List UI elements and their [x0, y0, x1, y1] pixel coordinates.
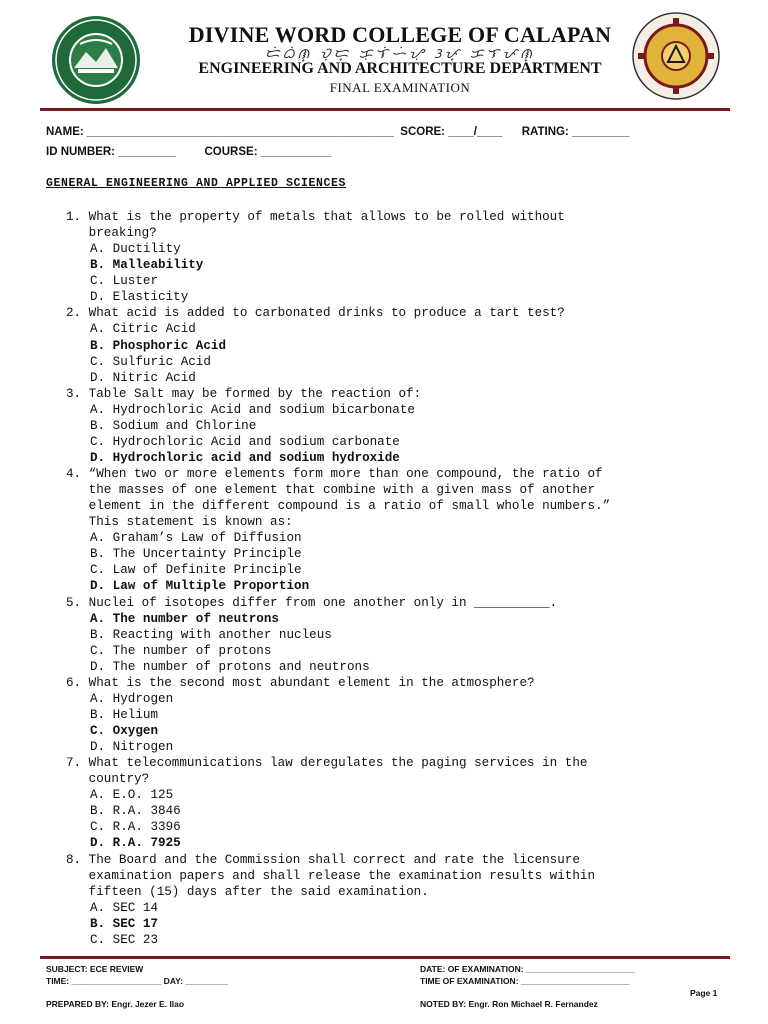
- footer-subject: SUBJECT: ECE REVIEW: [46, 964, 144, 974]
- college-seal-icon: [50, 14, 142, 106]
- question-item: [66, 755, 716, 851]
- answer-choice-correct: D. Law of Multiple Proportion: [90, 579, 310, 594]
- question-item: [66, 595, 716, 675]
- question-text-line: This statement is known as:: [66, 515, 293, 530]
- answer-choice: B. Reacting with another nucleus: [90, 627, 332, 642]
- answer-choice-correct: D. R.A. 7925: [90, 836, 181, 851]
- baybayin-script-line: ᜇᜒᜊᜒᜈ᜔ ᜏᜓᜇ᜔ ᜃᜓᜎᜒᜑᜒᜌᜓ ᜂᜉ᜔ ᜃᜎᜉᜈ᜔: [264, 46, 536, 62]
- question-text-line: 2. What acid is added to carbonated drinks to produce a tart test?: [66, 306, 565, 321]
- header-divider: [40, 108, 730, 111]
- college-name: DIVINE WORD COLLEGE OF CALAPAN: [188, 22, 612, 47]
- question-text-line: country?: [66, 772, 150, 787]
- student-info-row-1: NAME: ________________________________________________ SCORE: ____/____ RATING: _________: [46, 126, 630, 138]
- answer-choice: D. Nitric Acid: [90, 370, 196, 385]
- question-text-line: the masses of one element that combine with a given mass of another: [66, 483, 596, 498]
- answer-choice-correct: B. Malleability: [90, 258, 204, 273]
- answer-choice: C. R.A. 3396: [90, 820, 181, 835]
- answer-choice: A. Citric Acid: [90, 322, 196, 337]
- student-info-row-2: ID NUMBER: _________ COURSE: ___________: [46, 146, 332, 158]
- answer-choice-correct: B. SEC 17: [90, 916, 159, 931]
- question-text-line: 5. Nuclei of isotopes differ from one another only in __________.: [66, 595, 558, 610]
- question-text-line: 8. The Board and the Commission shall correct and rate the licensure: [66, 852, 580, 867]
- question-text-line: examination papers and shall release the examination results within: [66, 868, 596, 883]
- answer-choice: A. Hydrogen: [90, 691, 174, 706]
- answer-choice-correct: D. Hydrochloric acid and sodium hydroxide: [90, 450, 400, 465]
- answer-choice: B. The Uncertainty Principle: [90, 547, 302, 562]
- answer-choice: D. The number of protons and neutrons: [90, 659, 370, 674]
- question-text-line: 7. What telecommunications law deregulates the paging services in the: [66, 756, 588, 771]
- question-text-line: 4. “When two or more elements form more than one compound, the ratio of: [66, 467, 603, 481]
- question-item: [66, 675, 716, 755]
- noted-by: NOTED BY: Engr. Ron Michael R. Fernandez: [420, 999, 598, 1009]
- answer-choice: A. Graham’s Law of Diffusion: [90, 531, 302, 546]
- prepared-by: PREPARED BY: Engr. Jezer E. Ilao: [46, 999, 185, 1009]
- question-item: [66, 386, 716, 466]
- answer-choice: A. Hydrochloric Acid and sodium bicarbonate: [90, 402, 415, 417]
- exam-title: FINAL EXAMINATION: [329, 80, 471, 95]
- answer-choice: D. Nitrogen: [90, 740, 174, 755]
- answer-choice: C. The number of protons: [90, 643, 272, 658]
- question-text-line: 1. What is the property of metals that allows to be rolled without: [66, 210, 565, 224]
- page-number: Page 1: [690, 988, 718, 998]
- question-item: [66, 209, 716, 305]
- answer-choice-correct: B. Phosphoric Acid: [90, 338, 227, 353]
- answer-choice: A. Ductility: [90, 242, 181, 257]
- answer-choice: C. Law of Definite Principle: [90, 563, 302, 578]
- answer-choice-correct: A. The number of neutrons: [90, 611, 279, 626]
- question-item: [66, 852, 716, 948]
- answer-choice: D. Elasticity: [90, 290, 189, 305]
- question-text-line: element in the different compound is a ratio of small whole numbers.”: [66, 499, 611, 514]
- section-title: GENERAL ENGINEERING AND APPLIED SCIENCES: [46, 177, 347, 190]
- question-text-line: breaking?: [66, 226, 157, 241]
- footer-time-day: TIME: ___________________ DAY: _________: [46, 976, 228, 986]
- question-item: [66, 305, 716, 385]
- question-text-line: fifteen (15) days after the said examination.: [66, 884, 429, 899]
- answer-choice: B. Helium: [90, 707, 159, 722]
- answer-choice: A. E.O. 125: [90, 788, 174, 803]
- answer-choice: A. SEC 14: [90, 900, 159, 915]
- department-name: ENGINEERING AND ARCHITECTURE DEPARTMENT: [198, 60, 602, 77]
- question-text-line: 3. Table Salt may be formed by the reaction of:: [66, 386, 422, 401]
- answer-choice: C. Hydrochloric Acid and sodium carbonate: [90, 434, 400, 449]
- answer-choice-correct: C. Oxygen: [90, 724, 159, 738]
- answer-choice: C. Luster: [90, 274, 159, 289]
- question-list: [66, 209, 716, 948]
- question-text-line: 6. What is the second most abundant element in the atmosphere?: [66, 675, 535, 690]
- answer-choice: B. R.A. 3846: [90, 804, 181, 819]
- answer-choice: B. Sodium and Chlorine: [90, 418, 257, 433]
- answer-choice: C. Sulfuric Acid: [90, 354, 211, 369]
- answer-choice: C. SEC 23: [90, 932, 159, 947]
- question-item: [66, 466, 716, 595]
- footer-divider: [40, 956, 730, 959]
- footer-date: DATE: OF EXAMINATION: _______________________: [420, 964, 635, 974]
- footer-time-of-exam: TIME OF EXAMINATION: _______________________: [420, 976, 630, 986]
